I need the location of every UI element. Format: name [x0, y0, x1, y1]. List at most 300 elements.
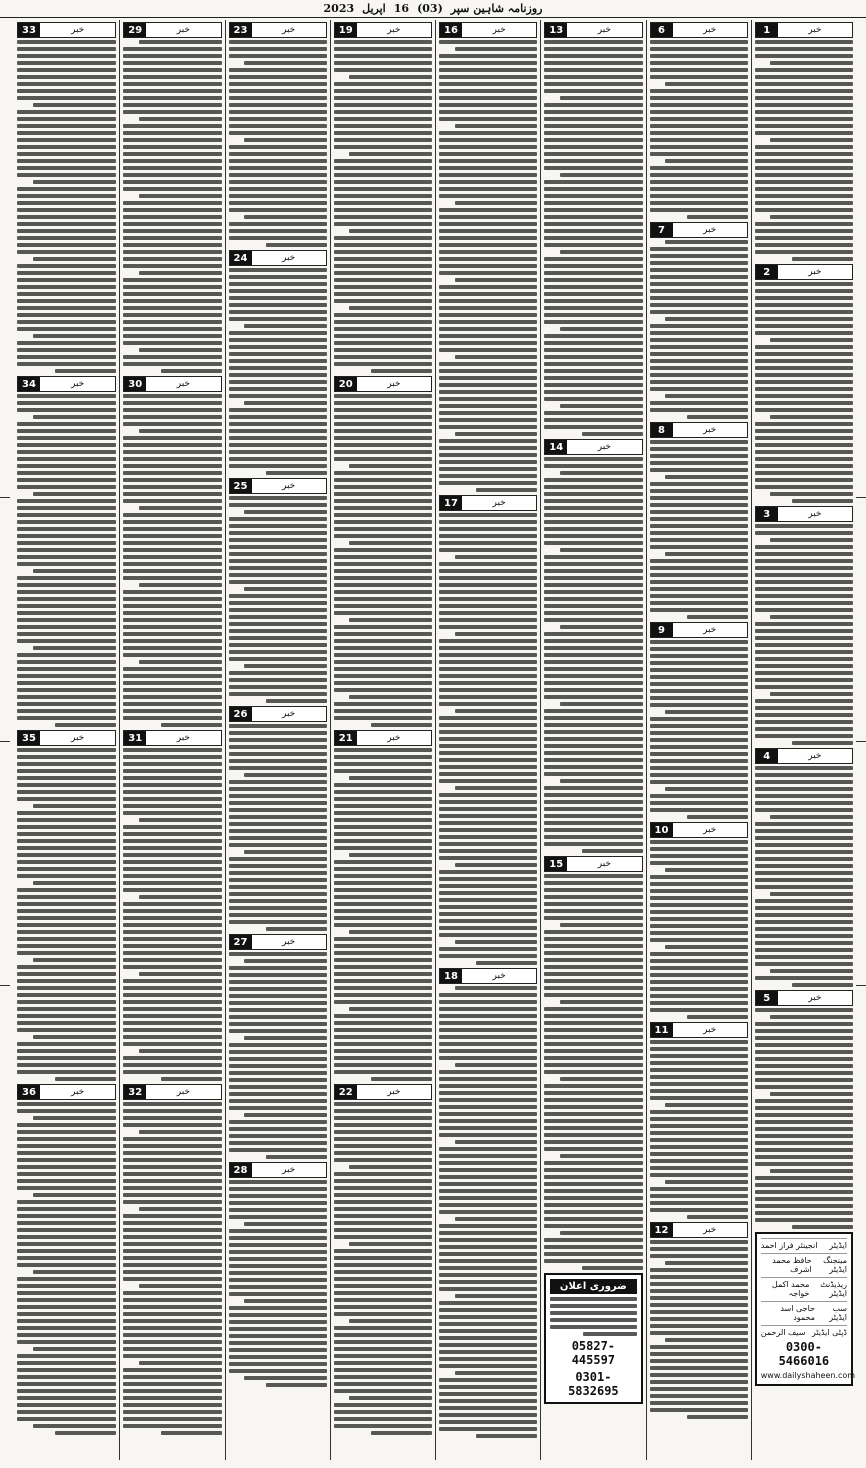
text-line	[334, 597, 432, 601]
text-line	[755, 1127, 853, 1131]
text-line	[455, 201, 538, 205]
text-line	[334, 1151, 432, 1155]
story-number: 30	[124, 377, 146, 391]
text-line	[229, 1092, 327, 1096]
text-line	[439, 362, 537, 366]
text-line	[17, 1137, 116, 1141]
text-line	[334, 201, 432, 205]
text-line	[544, 362, 642, 366]
text-line	[334, 1354, 432, 1358]
text-line	[544, 257, 642, 261]
text-line	[334, 986, 432, 990]
story-text	[17, 394, 116, 727]
text-line	[123, 1256, 221, 1260]
story-header	[755, 264, 853, 280]
text-line	[755, 117, 853, 121]
text-line	[229, 1141, 327, 1145]
text-line	[665, 552, 748, 556]
text-line	[17, 860, 116, 864]
story-text	[439, 986, 537, 1438]
text-line	[544, 292, 642, 296]
text-line	[123, 1158, 221, 1162]
text-line	[229, 1148, 327, 1152]
text-line	[123, 576, 221, 580]
text-line	[334, 755, 432, 759]
text-line	[650, 180, 748, 184]
text-line	[229, 980, 327, 984]
text-line	[123, 485, 221, 489]
text-line	[229, 801, 327, 805]
text-line	[650, 808, 748, 812]
text-line	[665, 868, 748, 872]
text-line	[334, 632, 432, 636]
text-line	[544, 506, 642, 510]
text-line	[650, 40, 748, 44]
text-line	[229, 920, 327, 924]
text-line	[123, 695, 221, 699]
text-line	[139, 40, 222, 44]
text-line	[123, 61, 221, 65]
text-line	[439, 898, 537, 902]
text-line	[229, 1369, 327, 1373]
text-line	[550, 1297, 636, 1301]
story-label: خبر	[703, 1225, 717, 1235]
text-line	[544, 1217, 642, 1221]
text-line	[229, 1278, 327, 1282]
text-line	[334, 1200, 432, 1204]
text-line	[650, 759, 748, 763]
story-text	[229, 40, 327, 247]
text-line	[439, 597, 537, 601]
text-line	[17, 506, 116, 510]
notice-advert	[544, 1273, 642, 1404]
text-line	[123, 548, 221, 552]
website-link[interactable]: www.dailyshaheen.com	[760, 1371, 856, 1380]
text-line	[544, 485, 642, 489]
text-line	[455, 632, 538, 636]
text-line	[123, 1000, 221, 1004]
text-line	[244, 138, 327, 142]
text-line	[439, 96, 537, 100]
text-line	[650, 696, 748, 700]
story-text	[334, 1102, 432, 1435]
text-line	[439, 1385, 537, 1389]
text-line	[755, 1211, 853, 1215]
text-line	[770, 1092, 853, 1096]
text-line	[123, 930, 221, 934]
text-line	[755, 773, 853, 777]
text-line	[17, 1063, 116, 1067]
text-line	[439, 341, 537, 345]
text-line	[17, 1361, 116, 1365]
text-line	[650, 1110, 748, 1114]
text-line	[650, 794, 748, 798]
text-line	[17, 1382, 116, 1386]
text-line	[560, 1231, 643, 1235]
text-line	[755, 187, 853, 191]
text-line	[229, 201, 327, 205]
text-line	[17, 138, 116, 142]
text-line	[334, 769, 432, 773]
text-line	[439, 180, 537, 184]
text-line	[650, 131, 748, 135]
text-line	[123, 82, 221, 86]
text-line	[229, 1320, 327, 1324]
text-line	[17, 271, 116, 275]
column-3	[225, 20, 330, 1460]
text-line	[17, 1396, 116, 1400]
text-line	[17, 1389, 116, 1393]
text-line	[229, 282, 327, 286]
text-line	[439, 1119, 537, 1123]
text-line	[755, 243, 853, 247]
text-line	[755, 1155, 853, 1159]
text-line	[455, 940, 538, 944]
text-line	[334, 604, 432, 608]
text-line	[755, 345, 853, 349]
text-line	[17, 96, 116, 100]
text-line	[139, 348, 222, 352]
text-line	[17, 1319, 116, 1323]
text-line	[123, 804, 221, 808]
text-line	[334, 1249, 432, 1253]
text-line	[334, 534, 432, 538]
text-line	[139, 429, 222, 433]
text-line	[123, 341, 221, 345]
text-line	[334, 1375, 432, 1379]
text-line	[17, 320, 116, 324]
text-line	[439, 1147, 537, 1151]
text-line	[17, 916, 116, 920]
text-line	[123, 362, 221, 366]
text-line	[349, 229, 432, 233]
text-line	[334, 54, 432, 58]
text-line	[334, 1207, 432, 1211]
column-8	[751, 20, 856, 1460]
text-line	[244, 1299, 327, 1303]
story-label: خبر	[492, 498, 506, 508]
text-line	[123, 1235, 221, 1239]
text-line	[334, 250, 432, 254]
text-line	[439, 1000, 537, 1004]
text-line	[123, 1333, 221, 1337]
text-line	[455, 278, 538, 282]
text-line	[544, 772, 642, 776]
text-line	[650, 1145, 748, 1149]
text-line	[650, 1040, 748, 1044]
text-line	[123, 762, 221, 766]
text-line	[770, 538, 853, 542]
story-text	[229, 1180, 327, 1387]
text-line	[650, 689, 748, 693]
text-line	[755, 229, 853, 233]
text-line	[755, 727, 853, 731]
text-line	[17, 201, 116, 205]
text-line	[123, 590, 221, 594]
text-line	[650, 110, 748, 114]
text-line	[544, 1007, 642, 1011]
text-line	[334, 1270, 432, 1274]
text-line	[455, 786, 538, 790]
text-line	[560, 327, 643, 331]
text-line	[334, 1424, 432, 1428]
text-line	[17, 1102, 116, 1106]
text-line	[17, 401, 116, 405]
text-line	[17, 681, 116, 685]
fold-mark	[0, 985, 10, 986]
text-line	[123, 1312, 221, 1316]
text-line	[755, 927, 853, 931]
text-line	[17, 832, 116, 836]
text-line	[544, 1028, 642, 1032]
text-line	[161, 1431, 222, 1435]
text-line	[334, 1070, 432, 1074]
text-line	[229, 75, 327, 79]
text-line	[33, 415, 116, 419]
text-line	[229, 415, 327, 419]
editorial-role: مینجنگ ایڈیٹر	[823, 1256, 847, 1274]
text-line	[439, 1420, 537, 1424]
text-line	[334, 96, 432, 100]
text-line	[544, 124, 642, 128]
text-line	[439, 625, 537, 629]
text-line	[544, 895, 642, 899]
text-line	[334, 124, 432, 128]
story-text	[123, 40, 221, 373]
text-line	[139, 1284, 222, 1288]
text-line	[123, 702, 221, 706]
text-line	[17, 61, 116, 65]
text-line	[544, 117, 642, 121]
text-line	[123, 201, 221, 205]
text-line	[334, 292, 432, 296]
text-line	[123, 278, 221, 282]
text-line	[334, 443, 432, 447]
text-line	[229, 496, 327, 500]
text-line	[755, 857, 853, 861]
text-line	[650, 510, 748, 514]
text-line	[334, 639, 432, 643]
story-text	[123, 394, 221, 727]
text-line	[17, 173, 116, 177]
story-text	[439, 40, 537, 492]
text-line	[123, 1228, 221, 1232]
text-line	[755, 40, 853, 44]
text-line	[33, 257, 116, 261]
text-line	[650, 882, 748, 886]
text-line	[650, 303, 748, 307]
story-header	[650, 1222, 748, 1238]
text-line	[560, 625, 643, 629]
text-line	[334, 1382, 432, 1386]
text-line	[244, 324, 327, 328]
text-line	[439, 1014, 537, 1018]
text-line	[123, 839, 221, 843]
text-line	[229, 906, 327, 910]
text-line	[755, 194, 853, 198]
text-line	[33, 492, 116, 496]
text-line	[55, 369, 117, 373]
text-line	[650, 1289, 748, 1293]
text-line	[229, 843, 327, 847]
text-line	[123, 860, 221, 864]
text-line	[123, 755, 221, 759]
text-line	[229, 1201, 327, 1205]
text-line	[755, 436, 853, 440]
text-line	[544, 1224, 642, 1228]
text-line	[229, 752, 327, 756]
text-line	[33, 1270, 116, 1274]
text-line	[123, 1347, 221, 1351]
text-line	[650, 559, 748, 563]
text-line	[161, 1077, 222, 1081]
news-story	[334, 22, 432, 373]
text-line	[123, 534, 221, 538]
text-line	[334, 611, 432, 615]
text-line	[123, 986, 221, 990]
text-line	[650, 1303, 748, 1307]
text-line	[755, 955, 853, 959]
text-line	[123, 1424, 221, 1428]
text-line	[439, 1224, 537, 1228]
text-line	[123, 499, 221, 503]
text-line	[650, 1408, 748, 1412]
text-line	[650, 1324, 748, 1328]
text-line	[770, 892, 853, 896]
text-line	[650, 61, 748, 65]
text-line	[439, 1273, 537, 1277]
text-line	[123, 1382, 221, 1386]
text-line	[334, 625, 432, 629]
story-header	[334, 730, 432, 746]
text-line	[544, 194, 642, 198]
text-line	[770, 338, 853, 342]
text-line	[17, 895, 116, 899]
text-line	[229, 885, 327, 889]
text-line	[650, 1008, 748, 1012]
text-line	[334, 646, 432, 650]
text-line	[17, 1021, 116, 1025]
text-line	[650, 1373, 748, 1377]
story-header	[755, 748, 853, 764]
text-line	[123, 422, 221, 426]
text-line	[439, 1336, 537, 1340]
text-line	[33, 881, 116, 885]
text-line	[229, 1334, 327, 1338]
text-line	[755, 110, 853, 114]
text-line	[334, 1049, 432, 1053]
text-line	[334, 804, 432, 808]
text-line	[650, 587, 748, 591]
text-line	[755, 766, 853, 770]
text-line	[123, 334, 221, 338]
text-line	[650, 545, 748, 549]
news-story	[17, 730, 116, 1081]
text-line	[439, 1266, 537, 1270]
text-line	[334, 1347, 432, 1351]
story-header	[17, 1084, 116, 1100]
text-line	[544, 369, 642, 373]
text-line	[334, 166, 432, 170]
text-line	[650, 1247, 748, 1251]
text-line	[755, 559, 853, 563]
text-line	[123, 257, 221, 261]
text-line	[544, 709, 642, 713]
text-line	[17, 215, 116, 219]
text-line	[544, 751, 642, 755]
text-line	[755, 310, 853, 314]
story-header	[123, 730, 221, 746]
text-line	[371, 1431, 432, 1435]
text-line	[755, 1078, 853, 1082]
text-line	[544, 348, 642, 352]
text-line	[123, 853, 221, 857]
text-line	[334, 513, 432, 517]
text-line	[334, 555, 432, 559]
text-line	[229, 545, 327, 549]
text-line	[650, 854, 748, 858]
text-line	[755, 962, 853, 966]
text-line	[650, 910, 748, 914]
text-line	[229, 1327, 327, 1331]
text-line	[650, 1401, 748, 1405]
text-line	[650, 138, 748, 142]
text-line	[123, 89, 221, 93]
text-line	[229, 436, 327, 440]
text-line	[123, 436, 221, 440]
text-line	[755, 1071, 853, 1075]
text-line	[123, 653, 221, 657]
text-line	[17, 611, 116, 615]
text-line	[439, 383, 537, 387]
text-line	[650, 103, 748, 107]
text-line	[439, 1077, 537, 1081]
story-header	[755, 990, 853, 1006]
text-line	[650, 538, 748, 542]
text-line	[439, 688, 537, 692]
text-line	[755, 843, 853, 847]
text-line	[544, 278, 642, 282]
text-line	[544, 1056, 642, 1060]
text-line	[334, 471, 432, 475]
text-line	[123, 1389, 221, 1393]
text-line	[455, 355, 538, 359]
text-line	[650, 594, 748, 598]
text-line	[650, 461, 748, 465]
story-text	[650, 240, 748, 419]
text-line	[650, 194, 748, 198]
text-line	[17, 1130, 116, 1134]
text-line	[17, 1410, 116, 1414]
text-line	[17, 1214, 116, 1218]
text-line	[17, 1403, 116, 1407]
text-line	[439, 919, 537, 923]
text-line	[755, 1141, 853, 1145]
text-line	[650, 1061, 748, 1065]
text-line	[439, 460, 537, 464]
text-line	[17, 443, 116, 447]
text-line	[334, 68, 432, 72]
text-line	[650, 145, 748, 149]
text-line	[17, 755, 116, 759]
story-header	[334, 376, 432, 392]
text-line	[334, 236, 432, 240]
text-line	[755, 1085, 853, 1089]
text-line	[17, 520, 116, 524]
text-line	[123, 881, 221, 885]
text-line	[334, 716, 432, 720]
text-line	[17, 660, 116, 664]
